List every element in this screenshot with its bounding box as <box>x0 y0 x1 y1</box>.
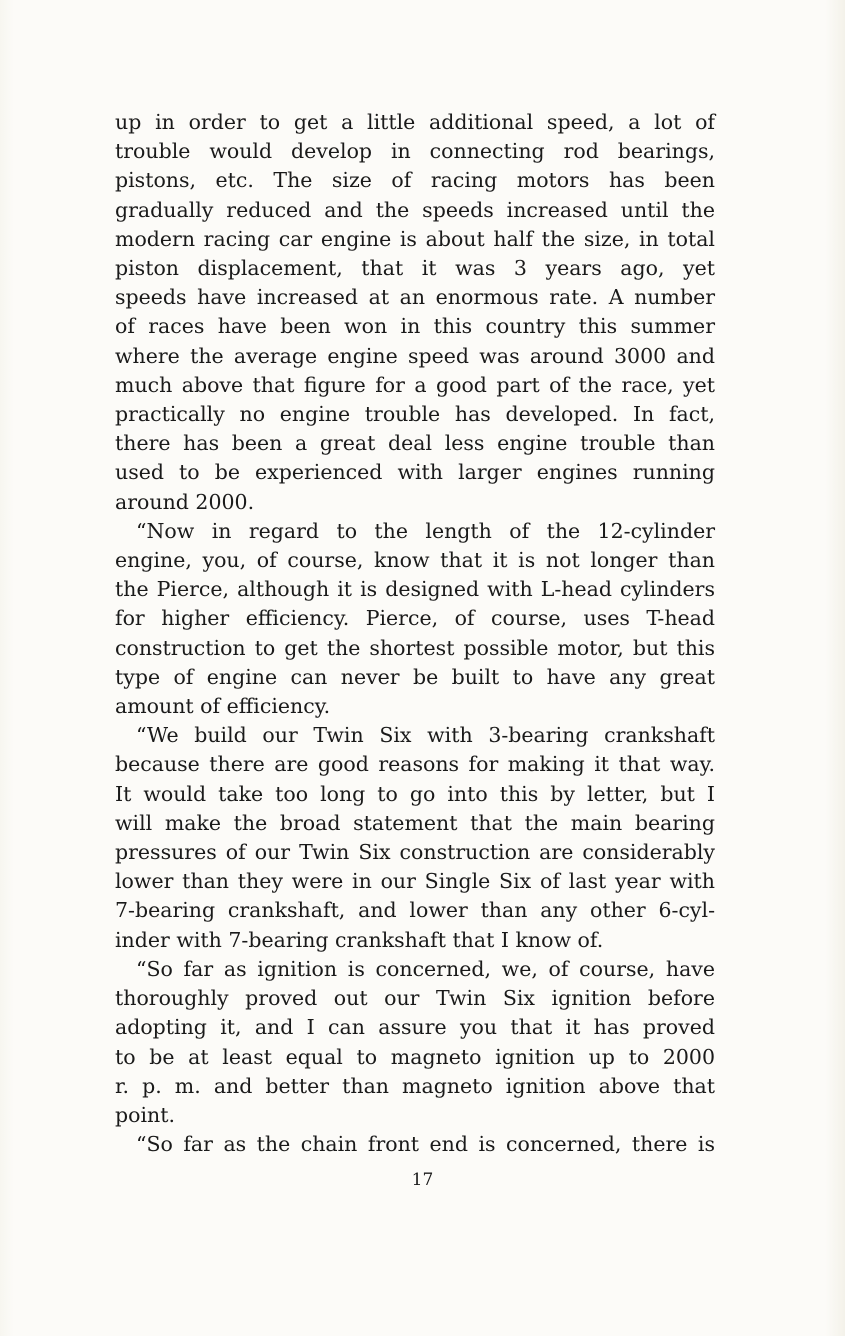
text-line: because there are good reasons for making it that way. <box>115 752 715 777</box>
text-line: construction to get the shortest possible motor, but this <box>115 635 715 660</box>
text-line: trouble would develop in connecting rod bearings, <box>115 139 715 164</box>
text-line: gradually reduced and the speeds increased until the <box>115 197 715 222</box>
paragraph-2 <box>115 517 715 721</box>
text-line: the Pierce, although it is designed with L-head cylinders <box>115 577 715 602</box>
text-line: “Now in regard to the length of the 12-cylinder <box>136 518 715 543</box>
paragraph-1 <box>115 108 715 517</box>
text-line: thoroughly proved out our Twin Six ignition before <box>115 986 715 1011</box>
text-line: 7-bearing crankshaft, and lower than any other 6-cyl- <box>115 898 715 923</box>
text-line: speeds have increased at an enormous rate. A number <box>115 285 715 310</box>
text-line: much above that figure for a good part of the race, yet <box>115 372 715 397</box>
text-line: there has been a great deal less engine trouble than <box>115 431 715 456</box>
text-line: “So far as ignition is concerned, we, of course, have <box>136 956 715 981</box>
page-number: 17 <box>411 1170 434 1190</box>
text-line: inder with 7-bearing crankshaft that I know of. <box>115 927 604 952</box>
text-line: used to be experienced with larger engines running <box>115 460 715 485</box>
text-line: up in order to get a little additional speed, a lot of <box>115 110 715 134</box>
text-line: of races have been won in this country this summer <box>115 314 715 339</box>
text-line: It would take too long to go into this by letter, but I <box>115 781 715 806</box>
text-line: amount of efficiency. <box>115 694 331 719</box>
text-line: “We build our Twin Six with 3-bearing crankshaft <box>136 723 715 748</box>
text-line: engine, you, of course, know that it is not longer than <box>115 548 715 573</box>
paragraph-4 <box>115 955 715 1130</box>
text-line: point. <box>115 1102 175 1127</box>
paragraph-3 <box>115 721 715 955</box>
text-line: pistons, etc. The size of racing motors has been <box>115 168 715 193</box>
text-line: “So far as the chain front end is concerned, there is <box>136 1132 715 1157</box>
text-line: where the average engine speed was around 3000 and <box>115 343 715 368</box>
text-line: adopting it, and I can assure you that it has proved <box>115 1015 715 1040</box>
text-line: will make the broad statement that the main bearing <box>115 810 715 835</box>
text-line: r. p. m. and better than magneto ignition above that <box>115 1073 715 1098</box>
text-line: piston displacement, that it was 3 years ago, yet <box>115 256 715 281</box>
text-line: around 2000. <box>115 489 255 514</box>
text-line: for higher efficiency. Pierce, of course, uses T-head <box>115 606 715 631</box>
text-line: type of engine can never be built to have any great <box>115 664 715 689</box>
body-text <box>115 108 715 1159</box>
paragraph-5 <box>115 1130 715 1159</box>
text-line: to be at least equal to magneto ignition up to 2000 <box>115 1044 715 1069</box>
text-line: practically no engine trouble has developed. In fact, <box>115 402 715 427</box>
text-line: modern racing car engine is about half the size, in total <box>115 226 715 251</box>
text-line: lower than they were in our Single Six of last year with <box>115 869 715 894</box>
text-line: pressures of our Twin Six construction are considerably <box>115 840 715 865</box>
